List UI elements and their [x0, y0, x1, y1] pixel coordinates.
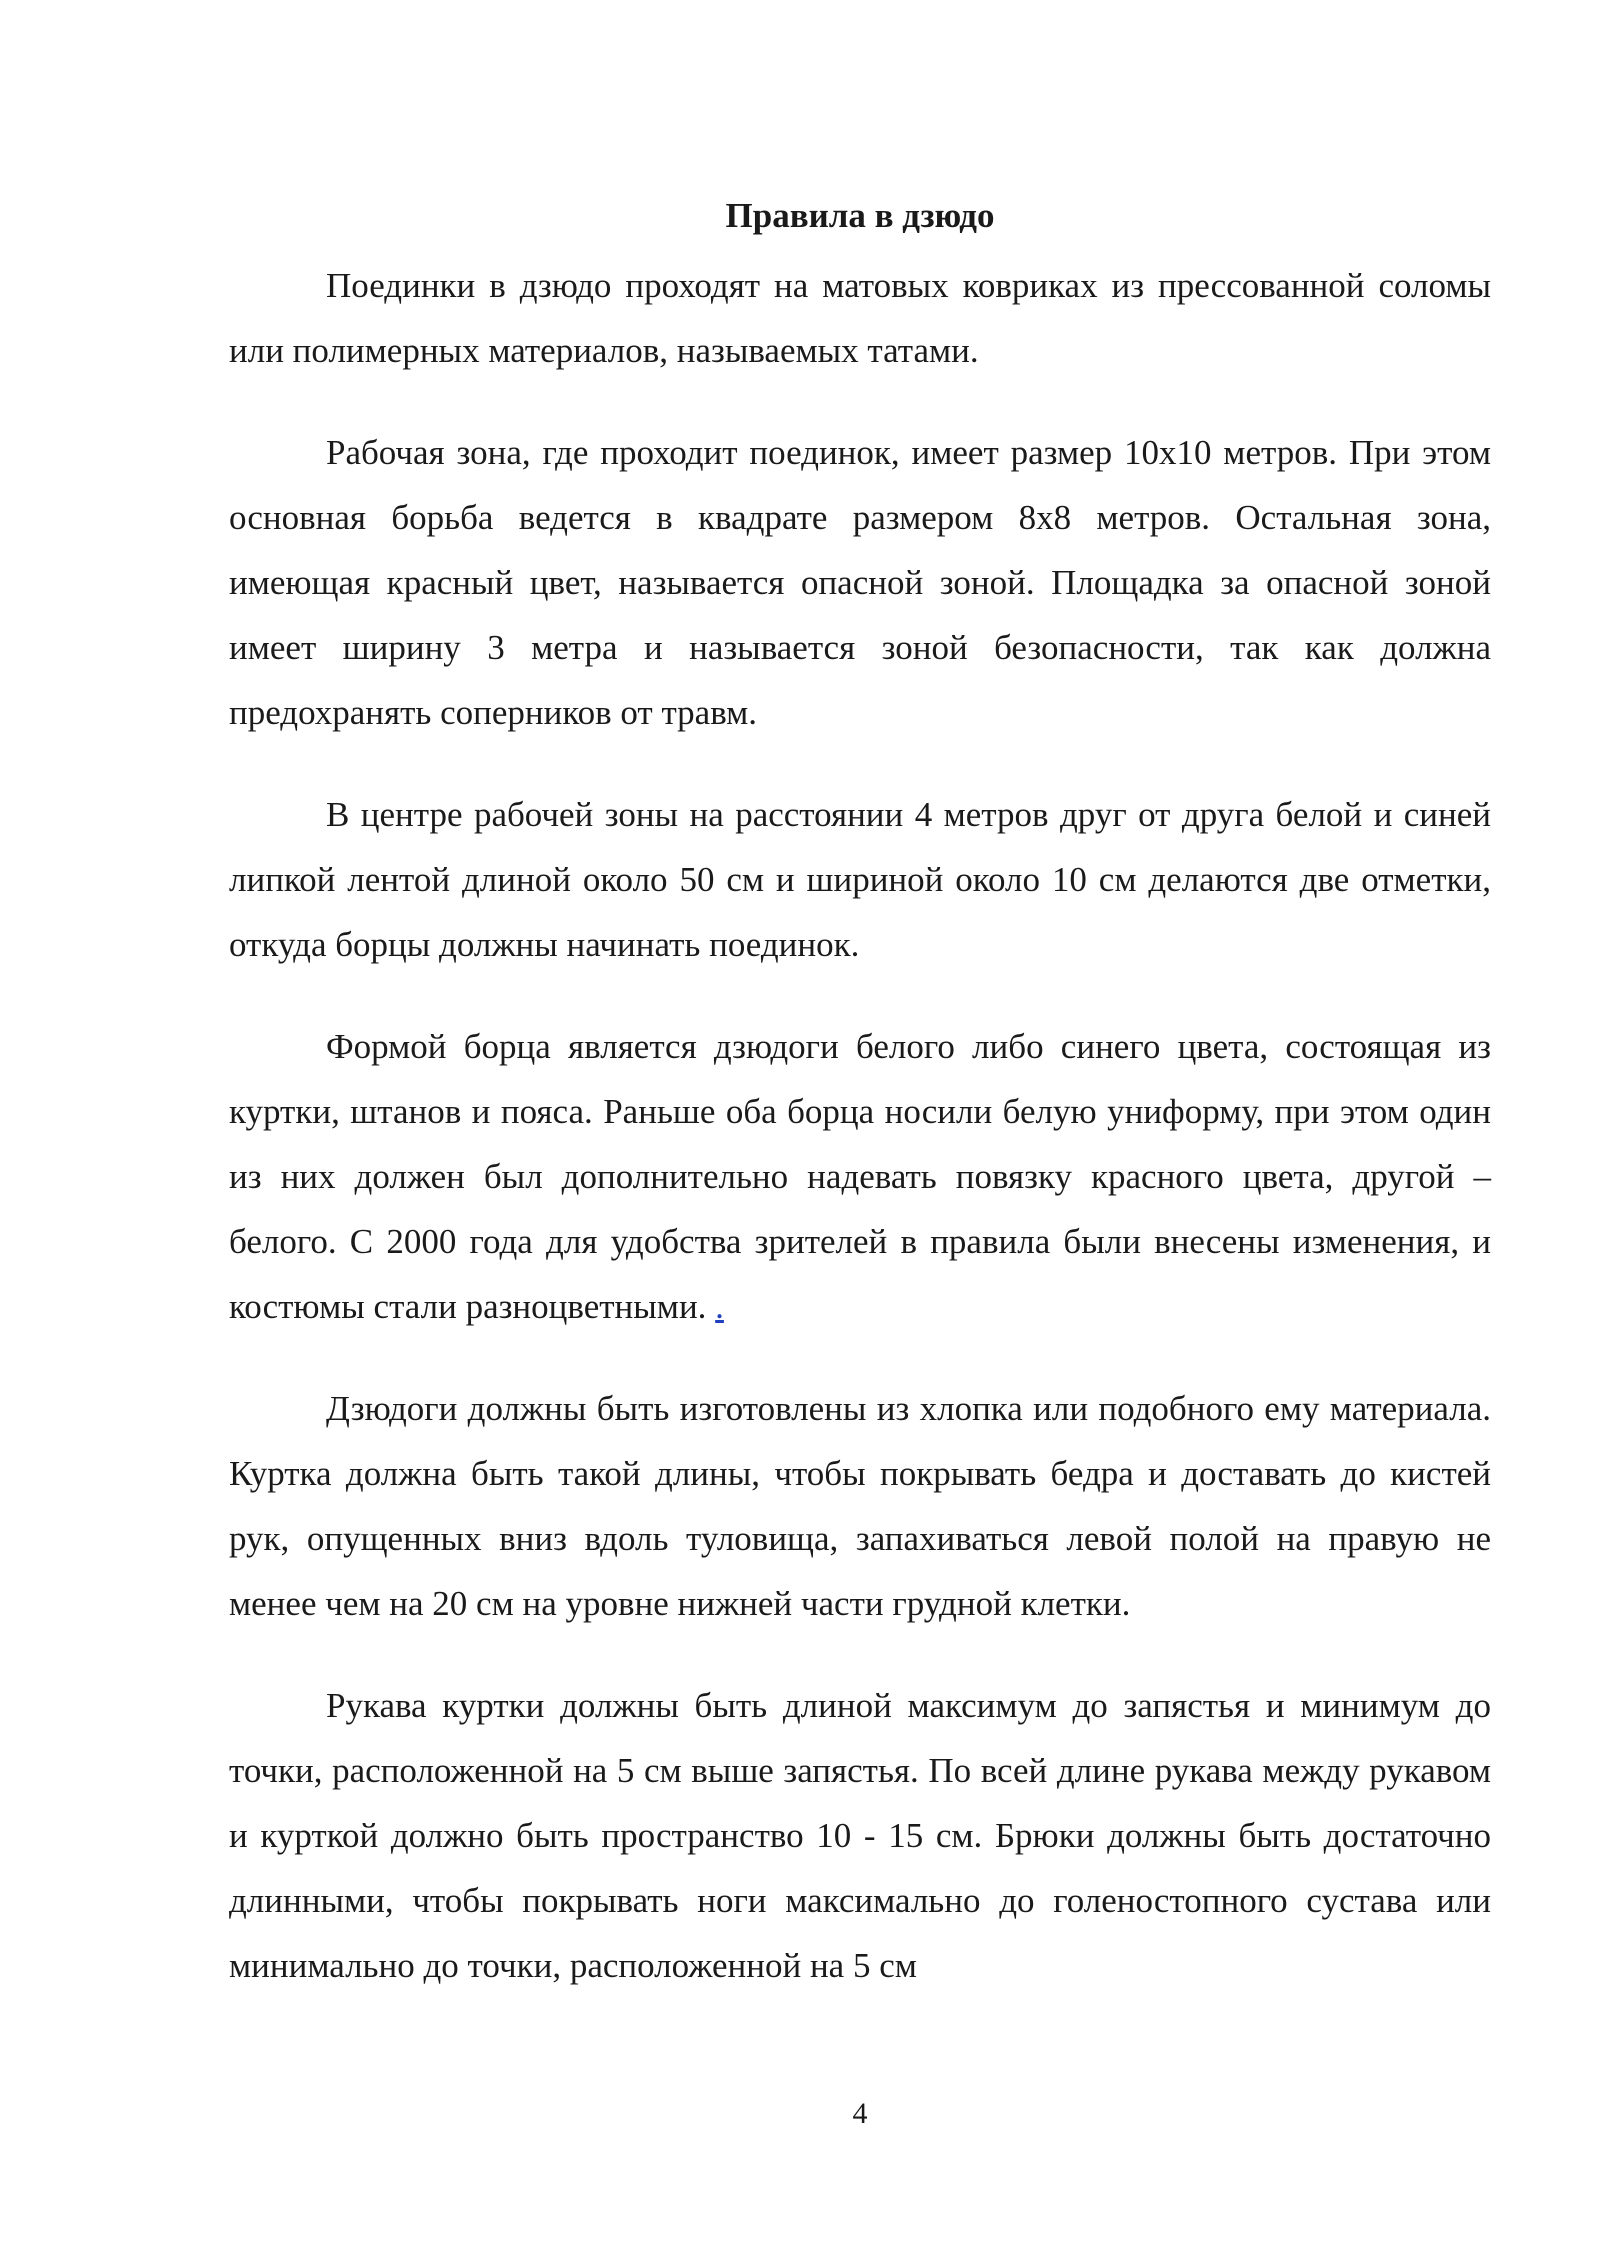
paragraph-text: Дзюдоги должны быть изготовлены из хлопка или подобного ему материала. Куртка должна быть такой длины, чтобы покрывать бедра и доставать до кистей рук, опущенных вниз вдоль туловища, запахиваться левой полой на правую не менее чем на 20 см на уровне нижней части грудной клетки. — [229, 1389, 1491, 1623]
page-number: 4 — [852, 2097, 868, 2130]
paragraph-start-marks — [229, 782, 1491, 977]
paragraph-tatami — [229, 253, 1491, 383]
paragraph-text: Формой борца является дзюдоги белого либо синего цвета, состоящая из куртки, штанов и пояса. Раньше оба борца носили белую униформу, при этом один из них должен был дополнительно надевать повязку красного цвета, другой – белого. С 2000 года для удобства зрителей в правила были внесены изменения, и костюмы стали разноцветными. — [229, 1027, 1491, 1326]
paragraph-work-zone — [229, 420, 1491, 745]
page-content — [229, 183, 1491, 2035]
paragraph-judogi-colors — [229, 1014, 1491, 1339]
paragraph-sleeves-trousers — [229, 1673, 1491, 1998]
paragraph-text: В центре рабочей зоны на расстоянии 4 метров друг от друга белой и синей липкой лентой длиной около 50 см и шириной около 10 см делаются две отметки, откуда борцы должны начинать поединок. — [229, 795, 1491, 964]
paragraph-judogi-material — [229, 1376, 1491, 1636]
paragraph-text: Рукава куртки должны быть длиной максимум до запястья и минимум до точки, расположенной на 5 см выше запястья. По всей длине рукава между рукавом и курткой должно быть пространство 10 - 15 см. Брюки должны быть достаточно длинными, чтобы покрывать ноги максимально до голеностопного сустава или минимально до точки, расположенной на 5 см — [229, 1686, 1491, 1985]
paragraph-text: Поединки в дзюдо проходят на матовых ковриках из прессованной соломы или полимерных материалов, называемых татами. — [229, 266, 1491, 370]
reference-link[interactable]: . — [715, 1287, 724, 1326]
document-title: Правила в дзюдо — [725, 196, 995, 235]
paragraph-text: Рабочая зона, где проходит поединок, имеет размер 10x10 метров. При этом основная борьба ведется в квадрате размером 8x8 метров. Остальная зона, имеющая красный цвет, называется опасной зоной. Площадка за опасной зоной имеет ширину 3 метра и называется зоной безопасности, так как должна предохранять соперников от травм. — [229, 433, 1491, 732]
